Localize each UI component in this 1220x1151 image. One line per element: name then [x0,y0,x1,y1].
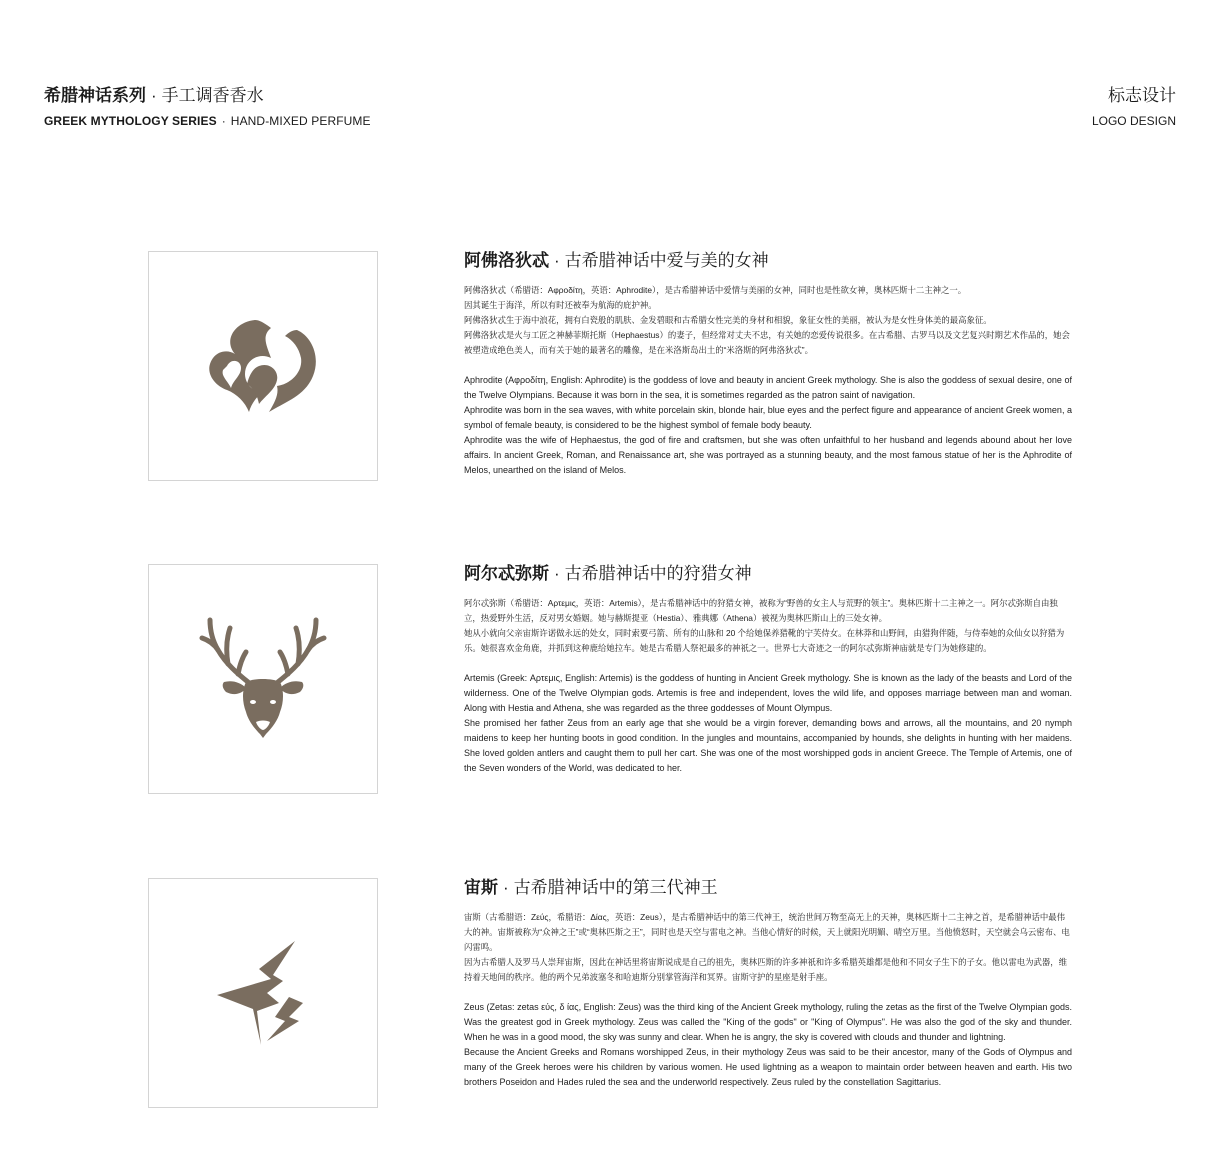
description-cn [464,596,1072,656]
series-title-cn [44,86,371,106]
section-artemis [148,564,1078,796]
page-category-cn: 标志设计 [1108,86,1176,105]
description-en [464,1000,1072,1090]
paragraph-cn: 因其诞生于海洋，所以有时还被奉为航海的庇护神。 [464,300,657,310]
section-title [464,878,1072,898]
heart-swirl-icon [205,316,321,416]
god-name-cn: 阿尔忒弥斯 [464,564,549,583]
series-name-cn: 希腊神话系列 [44,86,146,105]
section-title [464,251,1072,271]
logo-box-aphrodite [148,251,378,481]
paragraph-en: Aphrodite was born in the sea waves, with white porcelain skin, blonde hair, blue eyes and the perfect figure and appearance of ancient Greek women, a symbol of female beauty, is considered to be the highest symbol of female body beauty. [464,405,1072,430]
paragraph-cn: 宙斯（古希腊语：Ζεύς，希腊语：Δίας，英语：Zeus），是古希腊神话中的第三代神王，统治世间万物至高无上的天神，奥林匹斯十二主神之首，是希腊神话中最伟大的神。宙斯被称为“众神之王”或“奥林匹斯之王”，同时也是天空与雷电之神。当他心情好的时候，天上就阳光明媚、晴空万里。当他愤怒时，天空就会乌云密布、电闪雷鸣。 [464,912,1070,952]
series-subtitle-cn: 手工调香香水 [161,86,264,105]
title-separator: · [151,86,157,105]
lightning-bolt-icon [213,941,313,1045]
text-zeus [464,878,1072,1090]
paragraph-cn: 因为古希腊人及罗马人崇拜宙斯，因此在神话里将宙斯说成是自己的祖先，奥林匹斯的许多神祇和许多希腊英雄都是他和不同女子生下的子女。他以雷电为武器，维持着天地间的秩序。他的两个兄弟波塞冬和哈迪斯分别掌管海洋和冥界。宙斯守护的星座是射手座。 [464,957,1067,982]
paragraph-cn: 阿佛洛狄忒（希腊语：Αφροδίτη，英语：Aphrodite），是古希腊神话中爱情与美丽的女神，同时也是性欲女神，奥林匹斯十二主神之一。 [464,285,967,295]
paragraph-cn: 阿佛洛狄忒生于海中浪花，拥有白瓷般的肌肤、金发碧眼和古希腊女性完美的身材和相貌，象征女性的美丽，被认为是女性身体美的最高象征。 [464,315,992,325]
page-category-en: LOGO DESIGN [1091,114,1176,128]
god-name-cn: 宙斯 [464,878,498,897]
god-subtitle-cn: 古希腊神话中的第三代神王 [513,878,718,897]
deer-head-icon [198,616,328,742]
series-title-en [44,114,371,128]
logo-box-zeus [148,878,378,1108]
paragraph-en: Artemis (Greek: Αρτεμις, English: Artemis) is the goddess of hunting in Ancient Greek mythology. She is known as the lady of the beasts and Lord of the wilderness. One of the Twelve Olympian gods. Artemis is free and independent, loves the wild life, and opposes marriage between man and woman. Along with Hestia and Athena, she was regarded as the three goddesses of Mount Olympus. [464,673,1072,713]
description-en [464,373,1072,478]
paragraph-en: Aphrodite (Αφροδίτη, English: Aphrodite) is the goddess of love and beauty in ancient Greek mythology. She is also the goddess of sexual desire, one of the Twelve Olympians. Because it was born in the sea, it is sometimes regarded as the patron saint of navigation. [464,375,1072,400]
god-name-cn: 阿佛洛狄忒 [464,251,549,270]
paragraph-cn: 阿尔忒弥斯（希腊语：Αρτεμις，英语：Artemis），是古希腊神话中的狩猎女神，被称为“野兽的女主人与荒野的领主”。奥林匹斯十二主神之一。阿尔忒弥斯自由独立，热爱野外生活，反对男女婚姻。她与赫斯提亚（Hestia）、雅典娜（Athena）被视为奥林匹斯山上的三处女神。 [464,598,1058,623]
text-aphrodite [464,251,1072,478]
title-separator: · [503,878,509,897]
paragraph-cn: 她从小就向父亲宙斯许诺做永远的处女，同时索要弓箭、所有的山脉和 20 个给她保养猎靴的宁芙侍女。在林莽和山野间，由猎狗伴随，与侍奉她的众仙女以狩猎为乐。她很喜欢金角鹿，并抓到这种鹿给她拉车。她是古希腊人祭祀最多的神祇之一。世界七大奇迹之一的阿尔忒弥斯神庙就是专门为她修建的。 [464,628,1065,653]
paragraph-en: She promised her father Zeus from an early age that she would be a virgin forever, demanding bows and arrows, all the mountains, and 20 nymph maidens to keep her hunting boots in good condition. In the jungles and mountains, accompanied by hounds, she delights in hunting with her maidens. She loved golden antlers and caught them to pull her cart. She was one of the most worshipped gods in ancient Greece. The Temple of Artemis, one of the Seven wonders of the World, was dedicated to her. [464,718,1072,773]
series-name-en: GREEK MYTHOLOGY SERIES [44,114,217,128]
title-separator: · [554,564,560,583]
title-separator: · [554,251,560,270]
god-subtitle-cn: 古希腊神话中的狩猎女神 [564,564,752,583]
series-title [44,86,371,128]
title-separator-en: · [221,114,226,128]
paragraph-en: Aphrodite was the wife of Hephaestus, the god of fire and craftsmen, but she was often unfaithful to her husband and legends abound about her love affairs. In ancient Greek, Roman, and Renaissance art, she was portrayed as a stunning beauty, and the most famous statue of her is the Aphrodite of Melos, unearthed on the island of Melos. [464,435,1072,475]
section-title [464,564,1072,584]
description-en [464,671,1072,776]
paragraph-cn: 阿佛洛狄忒是火与工匠之神赫菲斯托斯（Hephaestus）的妻子，但经常对丈夫不忠，有关她的恋爱传说很多。在古希腊、古罗马以及文艺复兴时期艺术作品的，她会被塑造成绝色美人，而有关于她的最著名的雕像，是在米洛斯岛出土的“米洛斯的阿弗洛狄忒”。 [464,330,1070,355]
description-cn [464,283,1072,358]
section-aphrodite [148,251,1078,483]
paragraph-en: Because the Ancient Greeks and Romans worshipped Zeus, in their mythology Zeus was said to be their ancestor, many of the Gods of Olympus and many of the Greek heroes were his children by various women. He used lightning as a weapon to maintain order between heaven and earth. His two brothers Poseidon and Hades ruled the sea and the underworld respectively. Zeus ruled by the constellation Sagittarius. [464,1047,1072,1087]
series-subtitle-en: HAND-MIXED PERFUME [230,114,371,128]
page-category [1092,86,1176,128]
god-subtitle-cn: 古希腊神话中爱与美的女神 [564,251,769,270]
logo-box-artemis [148,564,378,794]
paragraph-en: Zeus (Zetas: zetas εύς, δ ίας, English: Zeus) was the third king of the Ancient Greek mythology, ruling the zetas as the first of the Twelve Olympian gods. Was the greatest god in Greek mythology. Zeus was called the "King of the gods" or "King of Olympus". He was also the god of the sky and thunder. When he was in a good mood, the sky was sunny and clear. When he is angry, the sky is covered with clouds and thunder and lightning. [464,1002,1072,1042]
description-cn [464,910,1072,985]
section-zeus [148,878,1078,1110]
text-artemis [464,564,1072,776]
